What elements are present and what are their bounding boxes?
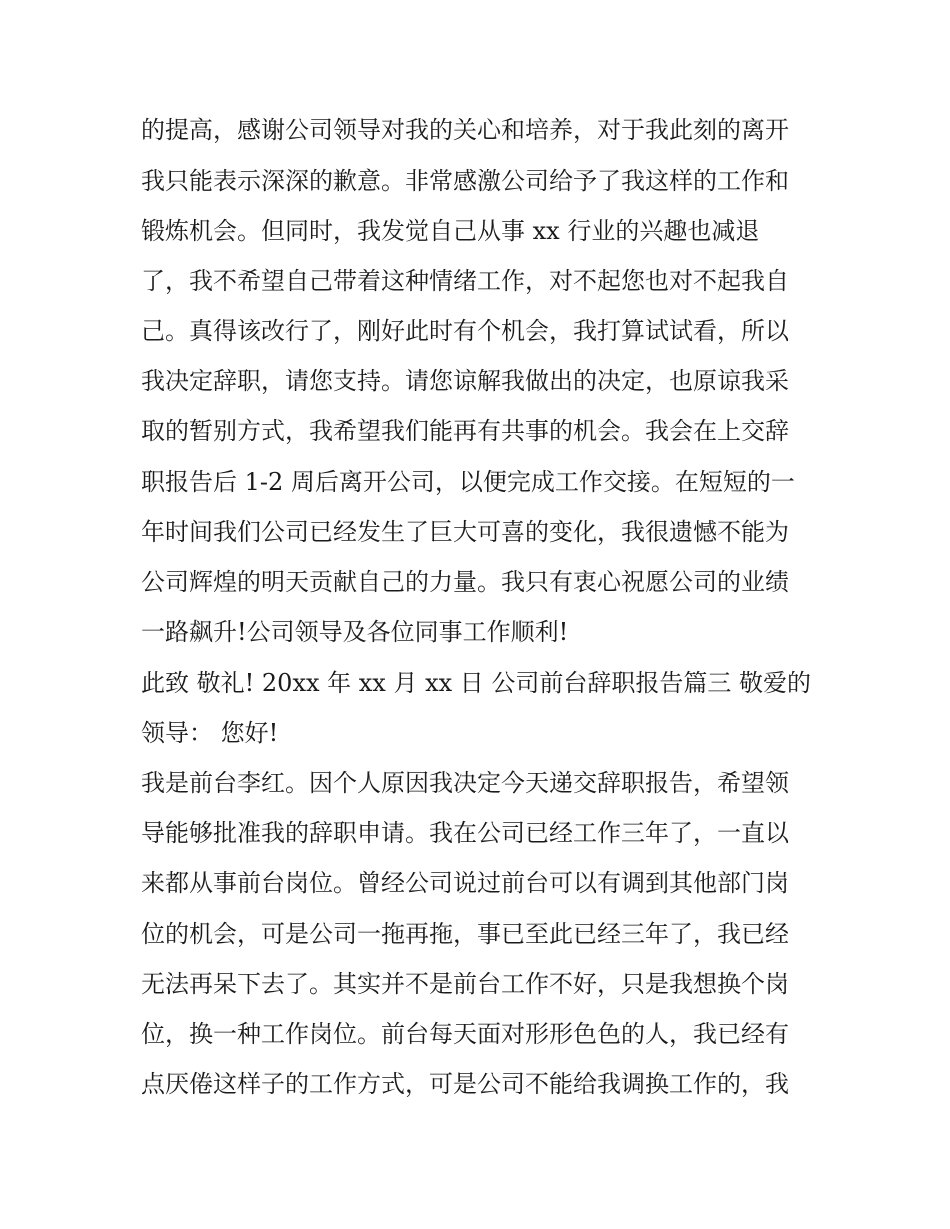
text-line: 位，换一种工作岗位。前台每天面对形形色色的人，我已经有: [141, 1020, 789, 1048]
text-line: 此致 敬礼! 20xx 年 xx 月 xx 日 公司前台辞职报告篇三 敬爱的: [141, 669, 812, 697]
text-line: 己。真得该改行了，刚好此时有个机会，我打算试试看，所以: [141, 317, 789, 345]
text-line: 锻炼机会。但同时，我发觉自己从事 xx 行业的兴趣也减退: [141, 217, 760, 245]
text-line: 我是前台李红。因个人原因我决定今天递交辞职报告，希望领: [141, 769, 789, 797]
text-line: 职报告后 1-2 周后离开公司，以便完成工作交接。在短短的一: [141, 468, 795, 496]
text-line: 了，我不希望自己带着这种情绪工作，对不起您也对不起我自: [141, 267, 789, 295]
text-line: 领导： 您好!: [141, 719, 279, 747]
text-line: 我只能表示深深的歉意。非常感激公司给予了我这样的工作和: [141, 167, 789, 195]
text-line: 无法再呆下去了。其实并不是前台工作不好，只是我想换个岗: [141, 970, 789, 998]
text-line: 位的机会，可是公司一拖再拖，事已至此已经三年了，我已经: [141, 920, 789, 948]
text-line: 年时间我们公司已经发生了巨大可喜的变化，我很遗憾不能为: [141, 518, 789, 546]
text-line: 公司辉煌的明天贡献自己的力量。我只有衷心祝愿公司的业绩: [141, 568, 789, 596]
text-line: 一路飙升!公司领导及各位同事工作顺利!: [141, 618, 569, 646]
text-line: 的提高，感谢公司领导对我的关心和培养，对于我此刻的离开: [141, 116, 789, 144]
text-line: 我决定辞职，请您支持。请您谅解我做出的决定，也原谅我采: [141, 367, 789, 395]
text-line: 点厌倦这样子的工作方式，可是公司不能给我调换工作的，我: [141, 1070, 789, 1098]
text-line: 来都从事前台岗位。曾经公司说过前台可以有调到其他部门岗: [141, 869, 789, 897]
text-line: 导能够批准我的辞职申请。我在公司已经工作三年了，一直以: [141, 819, 789, 847]
text-line: 取的暂别方式，我希望我们能再有共事的机会。我会在上交辞: [141, 417, 789, 445]
